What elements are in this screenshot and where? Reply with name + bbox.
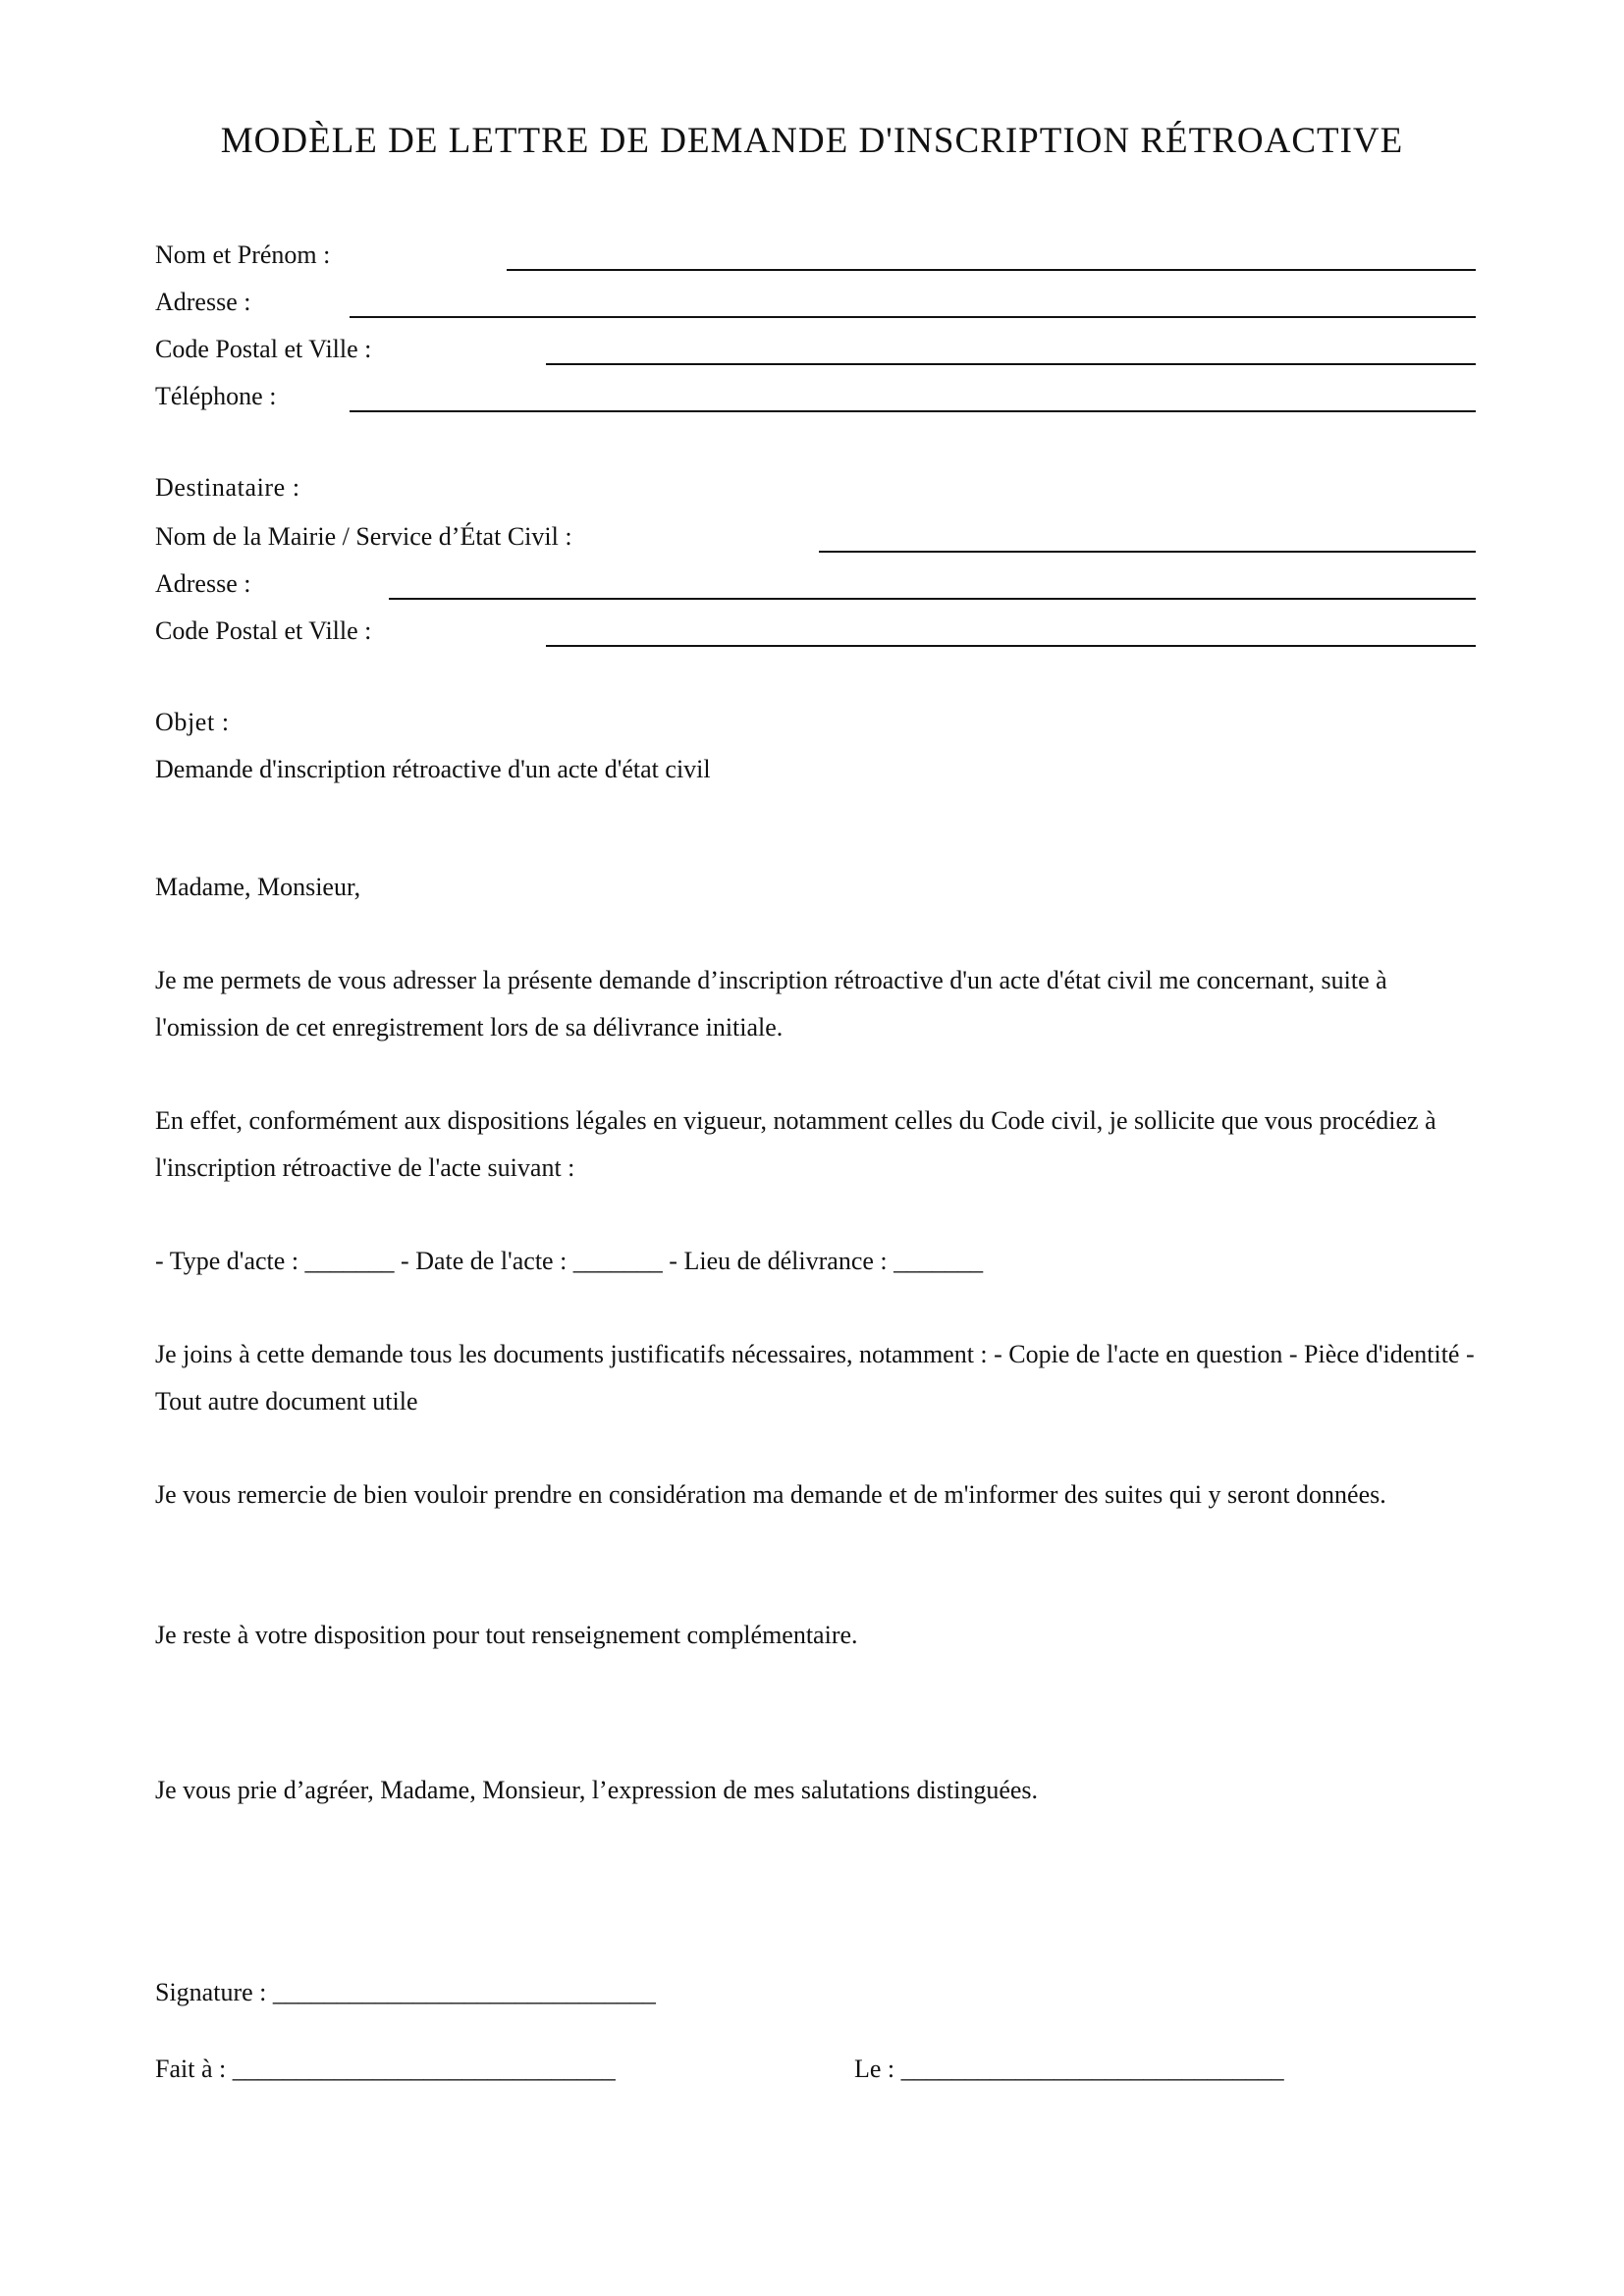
sender-postal-city-field: [155, 330, 1476, 369]
signature-line: Signature : ______________________________: [155, 1978, 656, 2006]
sender-address-field: [155, 283, 1476, 322]
recipient-address-line: [389, 598, 1476, 600]
subject-text: Demande d'inscription rétroactive d'un acte d'état civil: [155, 755, 711, 783]
sender-address-line: [350, 316, 1476, 318]
recipient-office-label: Nom de la Mairie / Service d’État Civil :: [155, 522, 572, 551]
subject-heading: Objet :: [155, 708, 230, 736]
sender-name-label: Nom et Prénom :: [155, 240, 331, 269]
act-details-line: - Type d'acte : _______ - Date de l'acte : _______ - Lieu de délivrance : _______: [155, 1247, 984, 1275]
sender-postal-city-label: Code Postal et Ville :: [155, 335, 372, 363]
sender-phone-line: [350, 410, 1476, 412]
sender-name-line: [507, 269, 1476, 271]
closing-formula: Je vous prie d’agréer, Madame, Monsieur, l’expression de mes salutations distinguées.: [155, 1776, 1039, 1804]
recipient-postal-city-label: Code Postal et Ville :: [155, 616, 372, 645]
place-line: Fait à : ______________________________: [155, 2055, 616, 2083]
recipient-postal-city-line: [546, 645, 1476, 647]
body-paragraph-6: Je reste à votre disposition pour tout renseignement complémentaire.: [155, 1621, 858, 1649]
sender-phone-label: Téléphone :: [155, 382, 277, 410]
recipient-office-field: [155, 517, 1476, 557]
recipient-postal-city-field: [155, 612, 1476, 651]
body-paragraph-5: Je vous remercie de bien vouloir prendre en considération ma demande et de m'informer des suites qui y seront données.: [155, 1480, 1386, 1509]
sender-postal-city-line: [546, 363, 1476, 365]
sender-name-field: [155, 236, 1476, 275]
recipient-address-label: Adresse :: [155, 569, 251, 598]
sender-address-label: Adresse :: [155, 288, 251, 316]
date-line: Le : ______________________________: [854, 2055, 1284, 2083]
document-title: MODÈLE DE LETTRE DE DEMANDE D'INSCRIPTION RÉTROACTIVE: [220, 121, 1404, 161]
greeting: Madame, Monsieur,: [155, 873, 361, 901]
body-paragraph-1: Je me permets de vous adresser la présente demande d’inscription rétroactive d'un acte d'état civil me concernant, suite à l'omission de cet enregistrement lors de sa délivrance initiale.: [155, 966, 1387, 1041]
recipient-office-line: [819, 551, 1476, 553]
sender-phone-field: [155, 377, 1476, 416]
recipient-address-field: [155, 564, 1476, 604]
body-paragraph-2: En effet, conformément aux dispositions légales en vigueur, notamment celles du Code civil, je sollicite que vous procédiez à l'inscription rétroactive de l'acte suivant :: [155, 1106, 1436, 1182]
recipient-heading: Destinataire :: [155, 473, 300, 502]
body-paragraph-4: Je joins à cette demande tous les documents justificatifs nécessaires, notamment : - Copie de l'acte en question - Pièce d'identité - Tout autre document utile: [155, 1340, 1475, 1415]
